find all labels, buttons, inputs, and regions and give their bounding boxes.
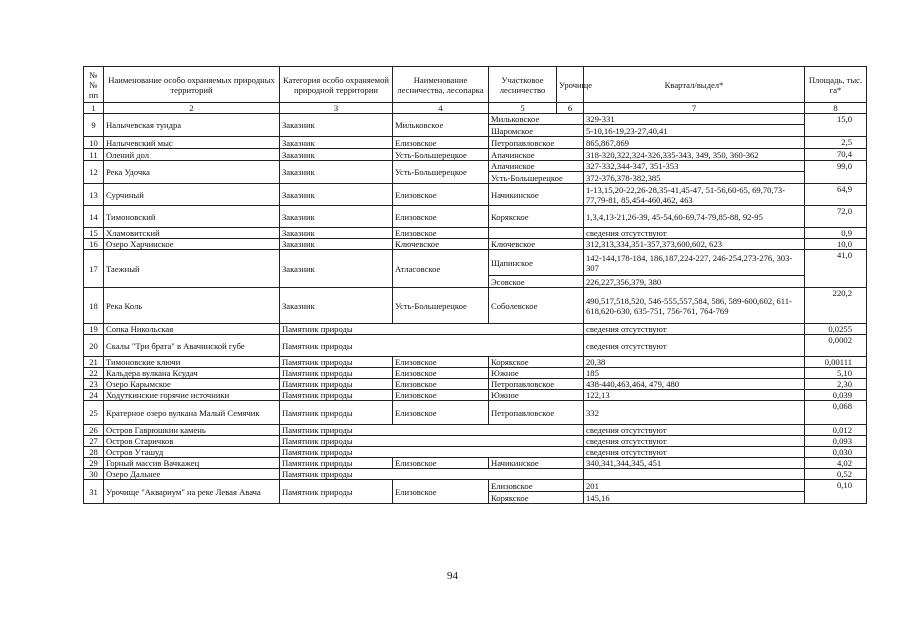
area-category: Памятник природы [280,458,393,469]
area-category: Заказник [280,184,393,206]
area-category: Памятник природы [280,425,584,436]
forestry-name: Мильковское [393,114,489,137]
table-row [84,458,867,469]
quarter-list: 438-440,463,464, 479, 480 [584,379,805,390]
area-value: 2,30 [805,379,867,390]
header-number: № № пп [84,67,104,103]
row-number: 21 [84,357,104,368]
district-name: Петропавловское [489,379,584,390]
table-row [84,324,867,335]
area-name: Остров Старичков [104,436,280,447]
row-number: 20 [84,335,104,357]
quarter-list: сведения отсутствуют [584,228,805,239]
row-number: 13 [84,184,104,206]
table-row [84,469,867,480]
district-name: Эсовское [489,276,584,288]
district-name: Начикинское [489,458,584,469]
quarter-list: 226,227,356,379, 380 [584,276,805,288]
forestry-name: Елизовское [393,137,489,149]
row-number: 11 [84,149,104,161]
area-value: 64,9 [805,184,867,206]
forestry-name: Атласовское [393,250,489,288]
table-row [84,357,867,368]
district-name: Начикинское [489,184,584,206]
area-name: Горный массив Вачкажец [104,458,280,469]
table-row [84,390,867,401]
area-name: Остров Гаврюшкин камень [104,425,280,436]
forestry-name: Елизовское [393,458,489,469]
district-name: Усть-Большерецкое [489,172,584,184]
header-area: Площадь, тыс. га* [805,67,867,103]
quarter-list: 332 [584,401,805,425]
area-value: 0,52 [805,469,867,480]
quarter-list: 329-331 [584,114,805,125]
area-category: Заказник [280,206,393,228]
forestry-name: Елизовское [393,206,489,228]
table-row [84,137,867,149]
area-value: 0,093 [805,436,867,447]
column-index: 6 [557,103,584,114]
forestry-name: Елизовское [393,379,489,390]
quarter-list: 20,38 [584,357,805,368]
area-name: Река Коль [104,288,280,324]
quarter-list: сведения отсутствуют [584,425,805,436]
area-name: Озеро Карымское [104,379,280,390]
row-number: 10 [84,137,104,149]
row-number: 26 [84,425,104,436]
district-name: Щапинское [489,250,584,276]
row-number: 24 [84,390,104,401]
table-row [84,425,867,436]
quarter-list: 1,3,4,13-21,26-39, 45-54,60-69,74-79,85-88, 92-95 [584,206,805,228]
area-name: Тимоновские ключи [104,357,280,368]
protected-areas-table [83,66,867,504]
district-name: Мильковское [489,114,584,125]
row-number: 25 [84,401,104,425]
area-name: Озеро Харчинское [104,239,280,250]
area-value: 0,00111 [805,357,867,368]
forestry-name: Елизовское [393,390,489,401]
area-category: Памятник природы [280,357,393,368]
district-name: Соболевское [489,288,584,324]
table-row [84,368,867,379]
forestry-name: Елизовское [393,368,489,379]
forestry-name: Елизовское [393,480,489,504]
table-row [84,114,867,125]
column-index: 7 [584,103,805,114]
area-name: Река Удочка [104,161,280,184]
table-row [84,184,867,206]
area-value: 4,02 [805,458,867,469]
area-value: 0,039 [805,390,867,401]
table-row [84,161,867,172]
forestry-name: Усть-Большерецкое [393,161,489,184]
area-name: Сопка Никольская [104,324,280,335]
area-name: Налычевский мыс [104,137,280,149]
area-value: 0,012 [805,425,867,436]
quarter-list: 5-10,16-19,23-27,40,41 [584,125,805,137]
row-number: 18 [84,288,104,324]
area-category: Заказник [280,228,393,239]
table-row [84,436,867,447]
forestry-name: Усть-Большерецкое [393,149,489,161]
quarter-list: 122,13 [584,390,805,401]
area-category: Заказник [280,114,393,137]
table-row [84,239,867,250]
table-row [84,228,867,239]
district-name: Елизовское [489,480,584,492]
area-value: 15,0 [805,114,867,137]
quarter-list: 865,867,869 [584,137,805,149]
row-number: 30 [84,469,104,480]
row-number: 29 [84,458,104,469]
quarter-list: 490,517,518,520, 546-555,557,584, 586, 589-600,602, 611-618,620-630, 635-751, 756-761, 764-769 [584,288,805,324]
table-row [84,149,867,161]
area-category: Заказник [280,149,393,161]
quarter-list: 340,341,344,345, 451 [584,458,805,469]
area-value: 5,10 [805,368,867,379]
area-value: 0,10 [805,480,867,504]
district-name: Корякское [489,206,584,228]
row-number: 31 [84,480,104,504]
area-name: Хламовитский [104,228,280,239]
district-name: Корякское [489,357,584,368]
row-number: 12 [84,161,104,184]
forestry-name: Елизовское [393,228,489,239]
table-row [84,206,867,228]
table-header-row [84,67,867,103]
area-value: 0,068 [805,401,867,425]
area-name: Кальдера вулкана Ксудач [104,368,280,379]
column-index-row [84,103,867,114]
area-category: Памятник природы [280,335,584,357]
column-index: 8 [805,103,867,114]
header-tract: Урочище [557,67,584,103]
area-category: Памятник природы [280,469,584,480]
quarter-list: 372-376,378-382,385 [584,172,805,184]
area-name: Остров Уташуд [104,447,280,458]
district-name: Петропавловское [489,137,584,149]
table-row [84,379,867,390]
forestry-name: Елизовское [393,184,489,206]
area-value: 41,0 [805,250,867,288]
area-name: Скалы "Три брата" в Авачинской губе [104,335,280,357]
table-row [84,335,867,357]
district-name: Южное [489,390,584,401]
column-index: 4 [393,103,489,114]
area-value: 99,0 [805,161,867,184]
area-name: Сурчиный [104,184,280,206]
area-category: Памятник природы [280,436,584,447]
header-district: Участковое лесничество [489,67,557,103]
area-category: Заказник [280,161,393,184]
area-value: 10,0 [805,239,867,250]
area-category: Памятник природы [280,390,393,401]
area-value: 0,9 [805,228,867,239]
quarter-list: 318-320,322,324-326,335-343, 349, 350, 360-362 [584,149,805,161]
area-category: Памятник природы [280,447,584,458]
district-name [489,228,584,239]
header-forestry: Наименование лесничества, лесопарка [393,67,489,103]
area-name: Таежный [104,250,280,288]
area-value: 0,030 [805,447,867,458]
header-quarter: Квартал/выдел* [584,67,805,103]
row-number: 14 [84,206,104,228]
quarter-list: 327-332,344-347, 351-353 [584,161,805,172]
quarter-list: 145,16 [584,492,805,504]
table-row [84,480,867,492]
quarter-list: сведения отсутствуют [584,324,805,335]
area-name: Урочище "Аквариум" на реке Левая Авача [104,480,280,504]
area-category: Памятник природы [280,324,584,335]
area-name: Тимоновский [104,206,280,228]
area-name: Олений дол [104,149,280,161]
area-value: 70,4 [805,149,867,161]
quarter-list: 201 [584,480,805,492]
area-category: Заказник [280,288,393,324]
column-index: 1 [84,103,104,114]
area-category: Заказник [280,239,393,250]
area-value: 0,0002 [805,335,867,357]
area-category: Памятник природы [280,379,393,390]
area-name: Озеро Дальнее [104,469,280,480]
forestry-name: Елизовское [393,357,489,368]
district-name: Ключевское [489,239,584,250]
row-number: 16 [84,239,104,250]
area-category: Памятник природы [280,401,393,425]
column-index: 3 [280,103,393,114]
quarter-list: сведения отсутствуют [584,447,805,458]
district-name: Южное [489,368,584,379]
row-number: 17 [84,250,104,288]
area-name: Кратерное озеро вулкана Малый Семячик [104,401,280,425]
table-row [84,401,867,425]
area-value: 0,0255 [805,324,867,335]
area-category: Памятник природы [280,368,393,379]
table-row [84,250,867,276]
quarter-list: 185 [584,368,805,379]
area-name: Налычевская тундра [104,114,280,137]
quarter-list: 142-144,178-184, 186,187,224-227, 246-254,273-276, 303-307 [584,250,805,276]
forestry-name: Елизовское [393,401,489,425]
quarter-list: 1-13,15,20-22,26-28,35-41,45-47, 51-56,60-65, 69,70,73-77,79-81, 85,454-460,462, 463 [584,184,805,206]
district-name: Корякское [489,492,584,504]
area-category: Заказник [280,137,393,149]
area-value: 72,0 [805,206,867,228]
row-number: 9 [84,114,104,137]
column-index: 5 [489,103,557,114]
district-name: Шаромское [489,125,584,137]
area-value: 220,2 [805,288,867,324]
column-index: 2 [104,103,280,114]
area-category: Памятник природы [280,480,393,504]
quarter-list [584,469,805,480]
page-number: 94 [447,570,458,582]
forestry-name: Усть-Большерецкое [393,288,489,324]
forestry-name: Ключевское [393,239,489,250]
row-number: 15 [84,228,104,239]
row-number: 23 [84,379,104,390]
row-number: 28 [84,447,104,458]
area-name: Ходуткинские горячие источники [104,390,280,401]
district-name: Петропавловское [489,401,584,425]
area-category: Заказник [280,250,393,288]
row-number: 22 [84,368,104,379]
row-number: 19 [84,324,104,335]
header-category: Категория особо охраняемой природной территории [280,67,393,103]
header-area-name: Наименование особо охраняемых природных территорий [104,67,280,103]
district-name: Апачинское [489,161,584,172]
area-value: 2,5 [805,137,867,149]
quarter-list: сведения отсутствуют [584,436,805,447]
quarter-list: сведения отсутствуют [584,335,805,357]
table-row [84,447,867,458]
quarter-list: 312,313,334,351-357,373,600,602, 623 [584,239,805,250]
row-number: 27 [84,436,104,447]
table-row [84,288,867,324]
district-name: Апачинское [489,149,584,161]
